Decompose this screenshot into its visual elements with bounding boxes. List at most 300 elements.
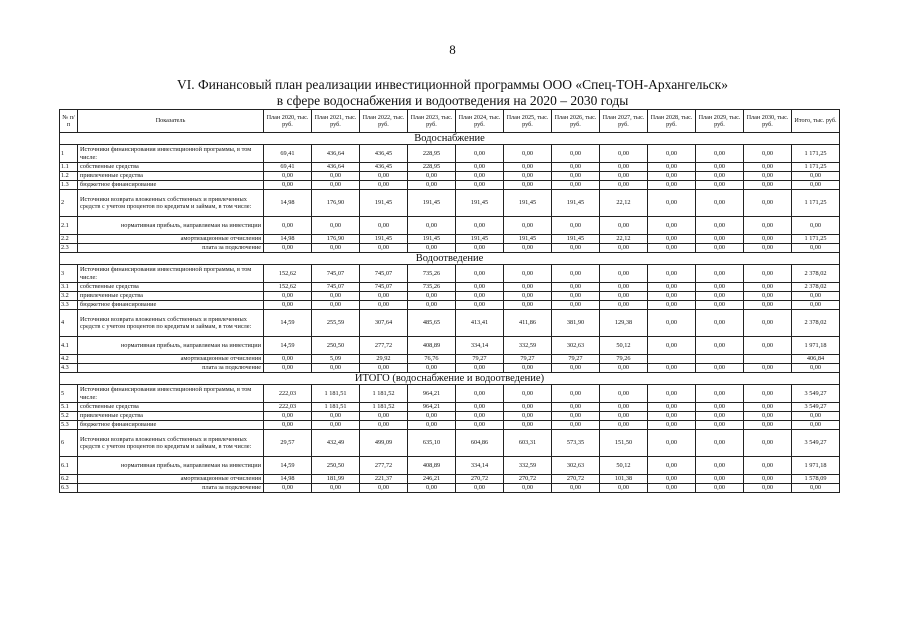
value-cell: 0,00	[648, 337, 696, 355]
value-cell: 1 171,25	[792, 163, 840, 172]
value-cell: 0,00	[792, 172, 840, 181]
row-number: 1	[60, 145, 78, 163]
value-cell: 50,12	[600, 337, 648, 355]
value-cell: 0,00	[744, 430, 792, 457]
row-label: нормативная прибыль, направляемая на инвестиции	[78, 457, 264, 475]
value-cell: 0,00	[552, 301, 600, 310]
value-cell: 0,00	[696, 265, 744, 283]
value-cell: 50,12	[600, 457, 648, 475]
header-plan-2022: План 2022, тыс. руб.	[360, 110, 408, 133]
value-cell: 0,00	[600, 163, 648, 172]
value-cell: 0,00	[504, 484, 552, 493]
header-plan-2025: План 2025, тыс. руб.	[504, 110, 552, 133]
value-cell: 381,90	[552, 310, 600, 337]
value-cell: 499,09	[360, 430, 408, 457]
value-cell: 0,00	[264, 301, 312, 310]
value-cell: 0,00	[792, 181, 840, 190]
value-cell: 745,07	[360, 265, 408, 283]
row-number: 2	[60, 190, 78, 217]
table-row	[60, 457, 840, 475]
value-cell: 0,00	[648, 163, 696, 172]
value-cell: 5,09	[312, 355, 360, 364]
value-cell: 1 578,09	[792, 475, 840, 484]
table-row	[60, 235, 840, 244]
value-cell: 0,00	[504, 292, 552, 301]
value-cell: 0,00	[600, 145, 648, 163]
value-cell: 635,10	[408, 430, 456, 457]
value-cell: 0,00	[360, 244, 408, 253]
value-cell: 2 378,02	[792, 283, 840, 292]
value-cell: 2 378,02	[792, 265, 840, 283]
value-cell: 0,00	[696, 181, 744, 190]
value-cell: 0,00	[456, 163, 504, 172]
row-label: Источники финансирования инвестиционной программы, в том числе:	[78, 265, 264, 283]
value-cell: 0,00	[696, 292, 744, 301]
value-cell: 0,00	[264, 484, 312, 493]
value-cell: 1 171,25	[792, 145, 840, 163]
value-cell: 604,86	[456, 430, 504, 457]
value-cell: 307,64	[360, 310, 408, 337]
value-cell: 0,00	[552, 244, 600, 253]
value-cell: 0,00	[456, 244, 504, 253]
table-row	[60, 310, 840, 337]
header-plan-2028: План 2028, тыс. руб.	[648, 110, 696, 133]
value-cell: 191,45	[552, 235, 600, 244]
value-cell: 0,00	[792, 364, 840, 373]
value-cell: 14,59	[264, 337, 312, 355]
title-line-1: VI. Финансовый план реализации инвестиционной программы ООО «Спец-ТОН-Архангельск»	[177, 77, 728, 92]
value-cell: 0,00	[456, 265, 504, 283]
value-cell: 0,00	[408, 484, 456, 493]
value-cell: 246,21	[408, 475, 456, 484]
value-cell: 0,00	[456, 364, 504, 373]
value-cell: 0,00	[648, 412, 696, 421]
row-label: собственные средства	[78, 403, 264, 412]
value-cell: 0,00	[504, 403, 552, 412]
value-cell: 0,00	[408, 412, 456, 421]
value-cell: 0,00	[360, 301, 408, 310]
value-cell: 0,00	[744, 244, 792, 253]
value-cell: 745,07	[360, 283, 408, 292]
value-cell: 0,00	[552, 403, 600, 412]
value-cell: 250,50	[312, 457, 360, 475]
value-cell: 0,00	[456, 217, 504, 235]
value-cell: 0,00	[696, 190, 744, 217]
value-cell: 29,57	[264, 430, 312, 457]
value-cell: 0,00	[744, 163, 792, 172]
value-cell: 0,00	[648, 301, 696, 310]
value-cell: 176,90	[312, 190, 360, 217]
value-cell: 0,00	[600, 181, 648, 190]
value-cell: 0,00	[456, 421, 504, 430]
value-cell: 0,00	[456, 292, 504, 301]
value-cell: 0,00	[648, 235, 696, 244]
value-cell: 0,00	[504, 172, 552, 181]
value-cell: 0,00	[744, 301, 792, 310]
value-cell: 277,72	[360, 457, 408, 475]
value-cell: 1 971,18	[792, 457, 840, 475]
row-label: амортизационные отчисления	[78, 235, 264, 244]
value-cell: 0,00	[504, 301, 552, 310]
value-cell: 0,00	[456, 484, 504, 493]
header-number: № п/п	[60, 110, 78, 133]
value-cell: 0,00	[792, 244, 840, 253]
value-cell: 0,00	[312, 181, 360, 190]
value-cell: 0,00	[696, 475, 744, 484]
value-cell: 176,90	[312, 235, 360, 244]
value-cell: 0,00	[504, 364, 552, 373]
value-cell: 0,00	[696, 283, 744, 292]
row-label: Источники финансирования инвестиционной программы, в том числе:	[78, 145, 264, 163]
table-row	[60, 412, 840, 421]
value-cell: 0,00	[744, 421, 792, 430]
value-cell: 0,00	[792, 412, 840, 421]
value-cell: 0,00	[648, 292, 696, 301]
value-cell: 79,27	[504, 355, 552, 364]
value-cell: 101,38	[600, 475, 648, 484]
row-number: 1.1	[60, 163, 78, 172]
table-body	[60, 133, 840, 493]
value-cell: 22,12	[600, 190, 648, 217]
value-cell: 129,38	[600, 310, 648, 337]
value-cell: 0,00	[504, 385, 552, 403]
value-cell: 0,00	[408, 217, 456, 235]
value-cell: 29,92	[360, 355, 408, 364]
value-cell: 0,00	[600, 283, 648, 292]
row-number: 1.3	[60, 181, 78, 190]
value-cell: 0,00	[600, 364, 648, 373]
row-number: 4.1	[60, 337, 78, 355]
value-cell: 0,00	[744, 292, 792, 301]
row-number: 6.3	[60, 484, 78, 493]
table-row	[60, 484, 840, 493]
value-cell: 3 549,27	[792, 385, 840, 403]
value-cell: 406,84	[792, 355, 840, 364]
row-label: Источники возврата вложенных собственных и привлеченных средств с учетом процентов по кредитам и займам, в том числе:	[78, 310, 264, 337]
table-row	[60, 421, 840, 430]
value-cell: 0,00	[744, 190, 792, 217]
financial-plan-table	[59, 109, 840, 493]
value-cell: 436,45	[360, 145, 408, 163]
value-cell: 0,00	[696, 403, 744, 412]
value-cell: 0,00	[744, 235, 792, 244]
table-row	[60, 145, 840, 163]
value-cell: 228,95	[408, 145, 456, 163]
row-number: 3.2	[60, 292, 78, 301]
value-cell: 0,00	[504, 412, 552, 421]
value-cell: 0,00	[744, 385, 792, 403]
value-cell: 0,00	[264, 421, 312, 430]
value-cell: 0,00	[552, 385, 600, 403]
value-cell: 0,00	[456, 145, 504, 163]
value-cell: 221,37	[360, 475, 408, 484]
row-number: 6	[60, 430, 78, 457]
value-cell: 0,00	[408, 364, 456, 373]
value-cell: 436,45	[360, 163, 408, 172]
row-number: 3.1	[60, 283, 78, 292]
value-cell: 2 378,02	[792, 310, 840, 337]
section-row	[60, 373, 840, 385]
value-cell: 0,00	[312, 244, 360, 253]
value-cell: 0,00	[552, 292, 600, 301]
row-number: 5.3	[60, 421, 78, 430]
value-cell: 0,00	[504, 181, 552, 190]
value-cell: 151,50	[600, 430, 648, 457]
value-cell: 191,45	[552, 190, 600, 217]
row-label: привлеченные средства	[78, 172, 264, 181]
value-cell: 0,00	[264, 172, 312, 181]
value-cell: 1 171,25	[792, 235, 840, 244]
value-cell: 0,00	[552, 364, 600, 373]
value-cell: 0,00	[696, 385, 744, 403]
value-cell: 0,00	[264, 292, 312, 301]
value-cell: 0,00	[696, 412, 744, 421]
value-cell: 0,00	[264, 217, 312, 235]
value-cell: 0,00	[696, 244, 744, 253]
value-cell: 0,00	[456, 412, 504, 421]
value-cell: 0,00	[552, 217, 600, 235]
value-cell: 14,59	[264, 310, 312, 337]
value-cell: 603,31	[504, 430, 552, 457]
row-number: 5.2	[60, 412, 78, 421]
value-cell: 0,00	[456, 403, 504, 412]
value-cell: 1 181,51	[312, 385, 360, 403]
value-cell: 0,00	[744, 283, 792, 292]
value-cell: 191,45	[456, 235, 504, 244]
value-cell: 332,59	[504, 337, 552, 355]
row-label: амортизационные отчисления	[78, 355, 264, 364]
row-label: нормативная прибыль, направляемая на инвестиции	[78, 217, 264, 235]
value-cell: 22,12	[600, 235, 648, 244]
section-title: Водоснабжение	[60, 133, 840, 145]
value-cell: 0,00	[504, 163, 552, 172]
row-number: 2.3	[60, 244, 78, 253]
row-label: плата за подключение	[78, 484, 264, 493]
value-cell: 0,00	[600, 172, 648, 181]
header-plan-2023: План 2023, тыс. руб.	[408, 110, 456, 133]
value-cell: 69,41	[264, 145, 312, 163]
title-line-2: в сфере водоснабжения и водоотведения на 2020 – 2030 годы	[276, 93, 629, 108]
row-number: 4.3	[60, 364, 78, 373]
value-cell: 277,72	[360, 337, 408, 355]
value-cell: 408,89	[408, 457, 456, 475]
value-cell: 1 171,25	[792, 190, 840, 217]
value-cell: 0,00	[744, 181, 792, 190]
row-number: 1.2	[60, 172, 78, 181]
table-row	[60, 385, 840, 403]
value-cell: 573,35	[552, 430, 600, 457]
section-row	[60, 133, 840, 145]
value-cell: 255,59	[312, 310, 360, 337]
value-cell: 745,07	[312, 283, 360, 292]
value-cell: 0,00	[264, 244, 312, 253]
value-cell: 3 549,27	[792, 403, 840, 412]
table-row	[60, 403, 840, 412]
value-cell: 0,00	[456, 283, 504, 292]
value-cell: 0,00	[648, 364, 696, 373]
value-cell: 0,00	[648, 244, 696, 253]
value-cell: 14,59	[264, 457, 312, 475]
value-cell: 1 181,52	[360, 403, 408, 412]
value-cell: 0,00	[744, 172, 792, 181]
value-cell: 0,00	[696, 163, 744, 172]
value-cell: 0,00	[696, 145, 744, 163]
value-cell: 228,95	[408, 163, 456, 172]
value-cell: 270,72	[456, 475, 504, 484]
section-title: Водоотведение	[60, 253, 840, 265]
value-cell: 0,00	[264, 412, 312, 421]
value-cell: 0,00	[312, 412, 360, 421]
value-cell: 0,00	[744, 412, 792, 421]
value-cell: 0,00	[504, 283, 552, 292]
value-cell: 0,00	[264, 181, 312, 190]
value-cell: 0,00	[648, 190, 696, 217]
value-cell: 735,26	[408, 283, 456, 292]
value-cell: 0,00	[312, 364, 360, 373]
row-number: 2.2	[60, 235, 78, 244]
value-cell: 0,00	[408, 301, 456, 310]
value-cell: 0,00	[696, 217, 744, 235]
value-cell: 0,00	[504, 265, 552, 283]
section-title: ИТОГО (водоснабжение и водоотведение)	[60, 373, 840, 385]
table-row	[60, 337, 840, 355]
value-cell: 436,64	[312, 163, 360, 172]
value-cell: 0,00	[552, 265, 600, 283]
value-cell: 270,72	[504, 475, 552, 484]
value-cell: 0,00	[744, 475, 792, 484]
value-cell: 0,00	[744, 310, 792, 337]
value-cell: 0,00	[456, 181, 504, 190]
value-cell: 191,45	[408, 190, 456, 217]
value-cell: 0,00	[360, 364, 408, 373]
row-label: собственные средства	[78, 283, 264, 292]
value-cell: 964,21	[408, 403, 456, 412]
value-cell: 0,00	[312, 217, 360, 235]
value-cell: 152,62	[264, 265, 312, 283]
value-cell: 0,00	[696, 235, 744, 244]
value-cell: 745,07	[312, 265, 360, 283]
value-cell: 302,63	[552, 457, 600, 475]
table-row	[60, 181, 840, 190]
value-cell: 0,00	[600, 301, 648, 310]
value-cell: 0,00	[600, 292, 648, 301]
value-cell: 0,00	[648, 283, 696, 292]
value-cell: 79,27	[456, 355, 504, 364]
row-label: Источники финансирования инвестиционной программы, в том числе:	[78, 385, 264, 403]
value-cell: 191,45	[360, 235, 408, 244]
value-cell: 0,00	[648, 385, 696, 403]
table-header-row	[60, 110, 840, 133]
value-cell: 0,00	[744, 217, 792, 235]
value-cell: 411,86	[504, 310, 552, 337]
row-number: 4	[60, 310, 78, 337]
value-cell: 0,00	[504, 421, 552, 430]
value-cell: 0,00	[504, 145, 552, 163]
value-cell: 0,00	[648, 457, 696, 475]
table-row	[60, 430, 840, 457]
value-cell: 0,00	[696, 172, 744, 181]
value-cell: 0,00	[648, 430, 696, 457]
value-cell: 0,00	[600, 403, 648, 412]
table-row	[60, 364, 840, 373]
value-cell: 0,00	[552, 283, 600, 292]
value-cell: 485,65	[408, 310, 456, 337]
row-label: бюджетное финансирование	[78, 421, 264, 430]
value-cell: 0,00	[552, 145, 600, 163]
value-cell: 76,76	[408, 355, 456, 364]
value-cell: 0,00	[360, 412, 408, 421]
value-cell: 0,00	[792, 292, 840, 301]
value-cell: 0,00	[744, 337, 792, 355]
value-cell: 0,00	[696, 337, 744, 355]
value-cell: 0,00	[456, 172, 504, 181]
value-cell: 0,00	[696, 457, 744, 475]
value-cell: 1 971,18	[792, 337, 840, 355]
value-cell: 0,00	[360, 292, 408, 301]
value-cell: 0,00	[408, 292, 456, 301]
row-number: 3.3	[60, 301, 78, 310]
value-cell: 0,00	[600, 412, 648, 421]
value-cell: 0,00	[792, 484, 840, 493]
value-cell: 0,00	[648, 403, 696, 412]
row-label: амортизационные отчисления	[78, 475, 264, 484]
value-cell: 0,00	[456, 385, 504, 403]
value-cell: 1 181,52	[360, 385, 408, 403]
value-cell: 0,00	[360, 421, 408, 430]
value-cell: 0,00	[312, 172, 360, 181]
row-label: Источники возврата вложенных собственных и привлеченных средств с учетом процентов по кредитам и займам, в том числе:	[78, 430, 264, 457]
value-cell: 1 181,51	[312, 403, 360, 412]
value-cell: 0,00	[696, 364, 744, 373]
row-label: собственные средства	[78, 163, 264, 172]
page-title	[0, 77, 905, 109]
value-cell: 0,00	[552, 163, 600, 172]
value-cell: 0,00	[408, 172, 456, 181]
table-row	[60, 265, 840, 283]
value-cell: 0,00	[552, 412, 600, 421]
value-cell: 14,98	[264, 190, 312, 217]
value-cell	[744, 355, 792, 364]
value-cell: 332,59	[504, 457, 552, 475]
value-cell: 334,14	[456, 457, 504, 475]
value-cell: 0,00	[648, 145, 696, 163]
value-cell: 0,00	[600, 421, 648, 430]
table-row	[60, 172, 840, 181]
value-cell: 0,00	[504, 217, 552, 235]
row-label: бюджетное финансирование	[78, 181, 264, 190]
value-cell: 0,00	[600, 217, 648, 235]
value-cell: 0,00	[360, 484, 408, 493]
value-cell: 0,00	[408, 244, 456, 253]
value-cell: 0,00	[744, 484, 792, 493]
value-cell: 0,00	[360, 217, 408, 235]
row-number: 6.2	[60, 475, 78, 484]
value-cell: 191,45	[360, 190, 408, 217]
table-row	[60, 355, 840, 364]
value-cell: 191,45	[504, 235, 552, 244]
value-cell	[648, 355, 696, 364]
row-label: бюджетное финансирование	[78, 301, 264, 310]
value-cell: 964,21	[408, 385, 456, 403]
value-cell: 413,41	[456, 310, 504, 337]
value-cell: 0,00	[744, 265, 792, 283]
table-row	[60, 163, 840, 172]
table-row	[60, 475, 840, 484]
value-cell	[696, 355, 744, 364]
value-cell: 0,00	[696, 421, 744, 430]
value-cell: 0,00	[648, 265, 696, 283]
header-plan-2020: План 2020, тыс. руб.	[264, 110, 312, 133]
